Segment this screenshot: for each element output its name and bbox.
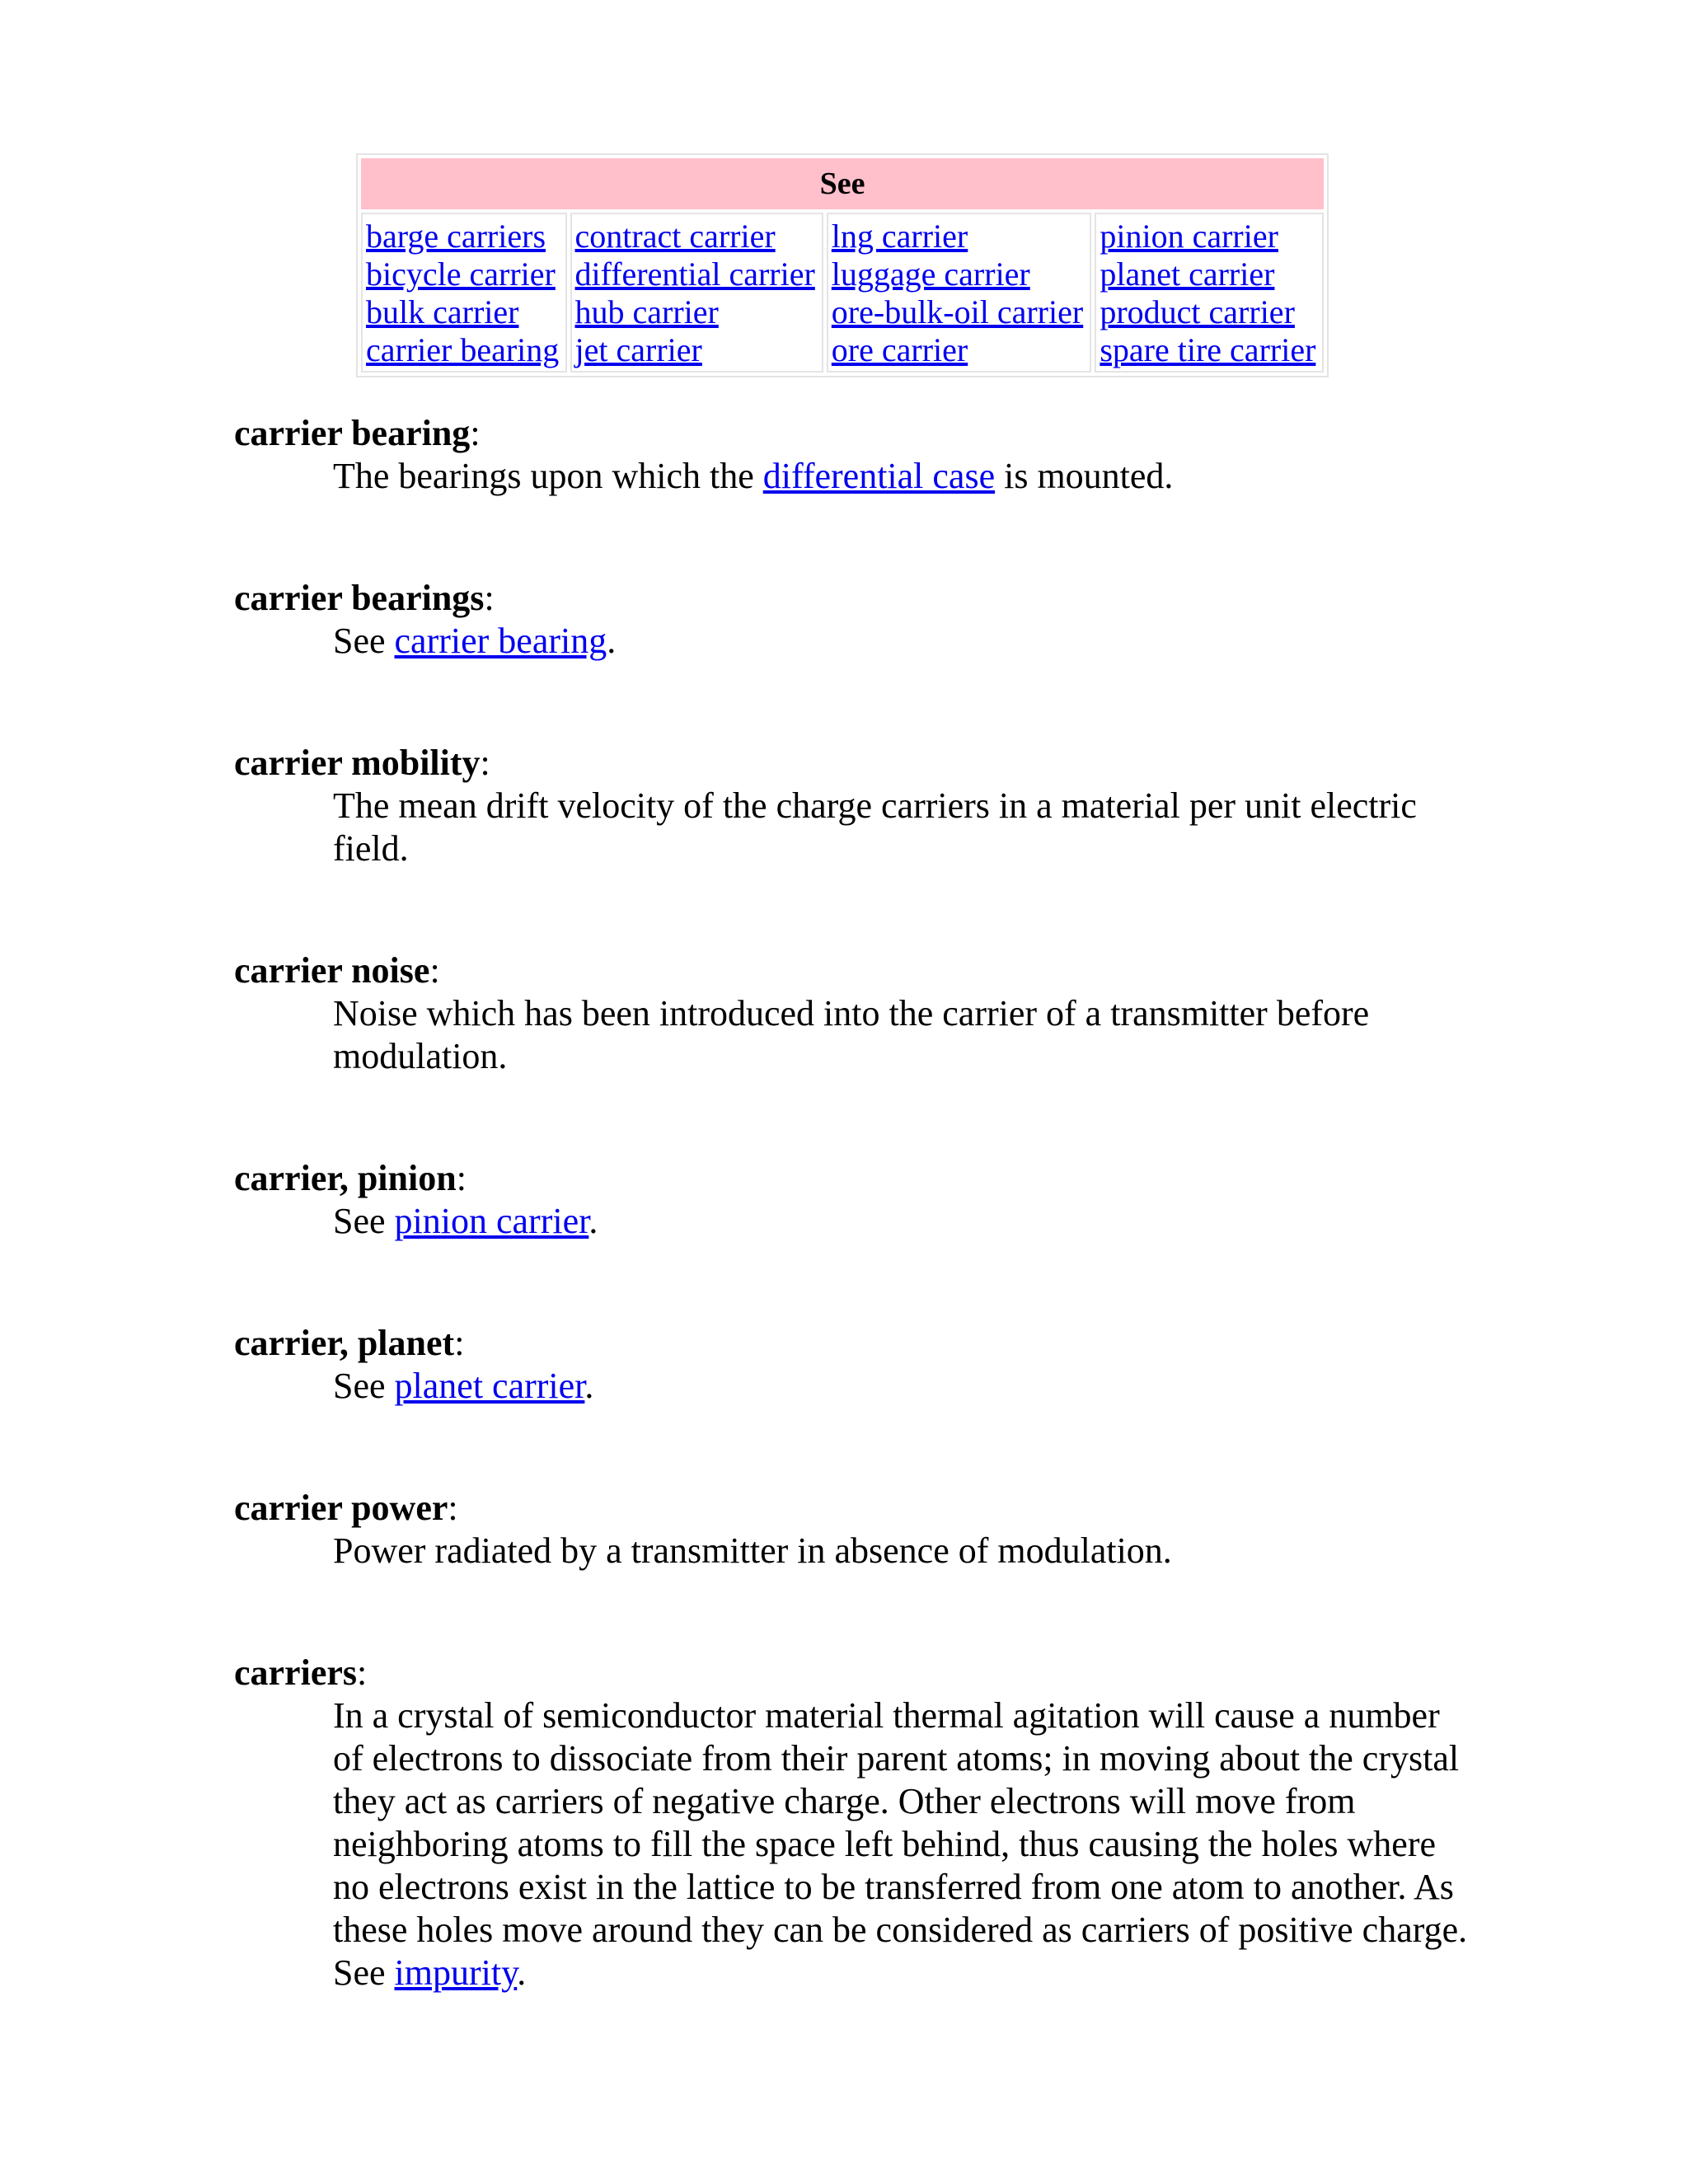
see-also-header: See — [361, 158, 1324, 209]
entry-term: carriers: — [234, 1652, 368, 1693]
see-link-lng-carrier[interactable]: lng carrier — [831, 218, 968, 255]
entry-definition: Noise which has been introduced into the carrier of a transmitter before modulation. — [333, 993, 1370, 1076]
link-carrier-bearing[interactable]: carrier bearing — [394, 621, 607, 661]
see-link-barge-carriers[interactable]: barge carriers — [366, 218, 546, 255]
glossary-entry — [234, 412, 1470, 577]
see-link-bicycle-carrier[interactable]: bicycle carrier — [366, 255, 556, 293]
glossary-entries — [234, 412, 1470, 1994]
see-also-column — [570, 213, 823, 373]
see-link-contract-carrier[interactable]: contract carrier — [574, 218, 776, 255]
entry-term: carrier power: — [234, 1488, 458, 1528]
glossary-entry — [234, 1157, 1470, 1322]
entry-term: carrier bearing: — [234, 413, 481, 453]
entry-term: carrier noise: — [234, 950, 440, 991]
see-link-differential-carrier[interactable]: differential carrier — [574, 255, 815, 293]
entry-definition: The bearings upon which the differential case is mounted. — [333, 456, 1174, 496]
see-link-pinion-carrier[interactable]: pinion carrier — [1100, 218, 1278, 255]
entry-definition: See planet carrier. — [333, 1366, 594, 1406]
see-link-ore-bulk-oil-carrier[interactable]: ore-bulk-oil carrier — [831, 293, 1084, 330]
see-also-column — [1095, 213, 1324, 373]
glossary-entry — [234, 1487, 1470, 1652]
see-link-carrier-bearing[interactable]: carrier bearing — [366, 331, 560, 368]
see-link-planet-carrier[interactable]: planet carrier — [1100, 255, 1275, 293]
link-differential-case[interactable]: differential case — [762, 456, 996, 496]
see-also-column — [361, 213, 567, 373]
see-link-spare-tire-carrier[interactable]: spare tire carrier — [1100, 331, 1316, 368]
glossary-entry — [234, 742, 1470, 949]
entry-definition: In a crystal of semiconductor material thermal agitation will cause a number of electrons to dissociate from their parent atoms; in moving about the crystal they act as carriers of negative charge. Other electrons will move from neighboring atoms to fill the space left behind, thus causing the holes where no electrons exist in the lattice to be transferred from one atom to another. As these holes move around they can be considered as carriers of positive charge. See impurity. — [333, 1695, 1468, 1993]
glossary-entry — [234, 1652, 1470, 1994]
see-link-hub-carrier[interactable]: hub carrier — [574, 293, 719, 330]
entry-term: carrier, pinion: — [234, 1158, 467, 1198]
see-link-jet-carrier[interactable]: jet carrier — [574, 331, 702, 368]
see-also-column — [827, 213, 1092, 373]
entry-definition: See carrier bearing. — [333, 621, 617, 661]
glossary-entry — [234, 949, 1470, 1157]
glossary-entry — [234, 577, 1470, 742]
entry-definition: Power radiated by a transmitter in absence of modulation. — [333, 1530, 1172, 1571]
entry-term: carrier bearings: — [234, 578, 495, 618]
glossary-entry — [234, 1322, 1470, 1487]
link-planet-carrier[interactable]: planet carrier — [394, 1366, 585, 1406]
link-impurity[interactable]: impurity — [394, 1952, 518, 1993]
see-link-luggage-carrier[interactable]: luggage carrier — [831, 255, 1030, 293]
see-link-ore-carrier[interactable]: ore carrier — [831, 331, 968, 368]
link-pinion-carrier[interactable]: pinion carrier — [394, 1201, 589, 1241]
entry-definition: The mean drift velocity of the charge carriers in a material per unit electric field. — [333, 785, 1417, 869]
see-also-table — [356, 153, 1329, 377]
entry-definition: See pinion carrier. — [333, 1201, 598, 1241]
entry-term: carrier, planet: — [234, 1323, 465, 1363]
see-link-product-carrier[interactable]: product carrier — [1100, 293, 1295, 330]
see-link-bulk-carrier[interactable]: bulk carrier — [366, 293, 519, 330]
entry-term: carrier mobility: — [234, 743, 490, 783]
